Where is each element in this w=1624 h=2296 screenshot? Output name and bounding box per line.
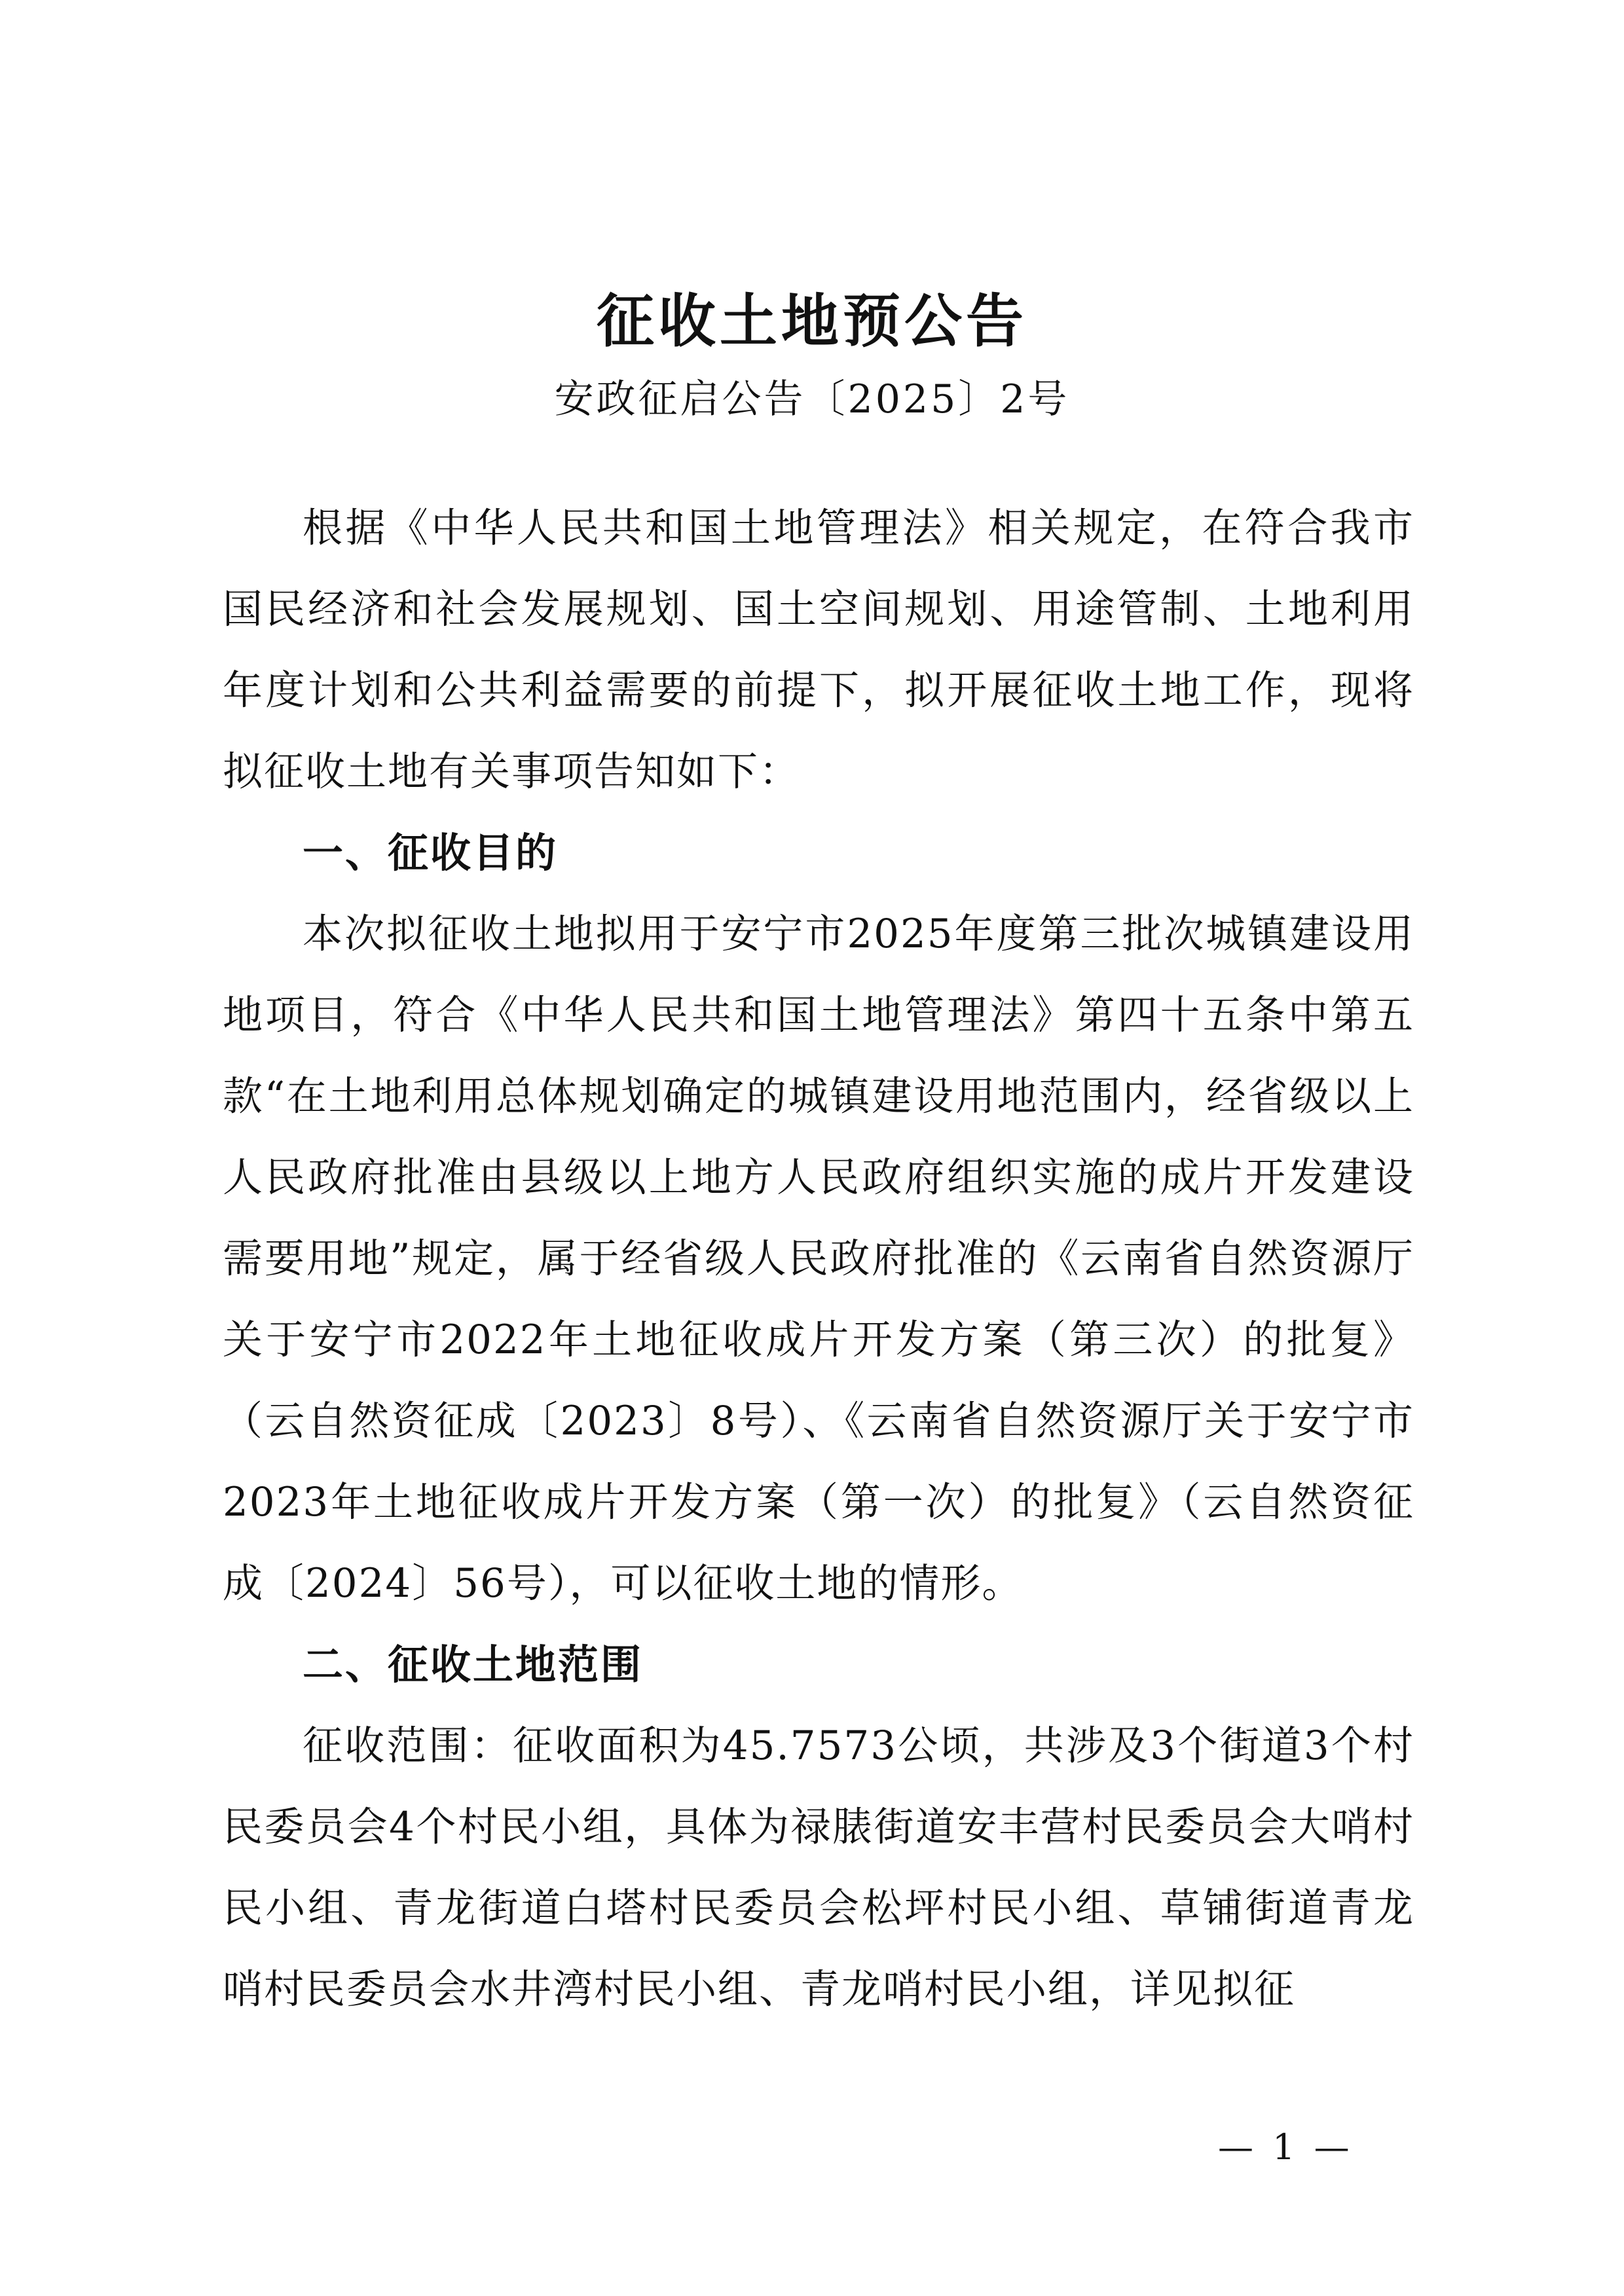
purpose-paragraph: 本次拟征收土地拟用于安宁市2025年度第三批次城镇建设用地项目，符合《中华人民共和国土地管理法》第四十五条中第五款“在土地利用总体规划确定的城镇建设用地范围内，经省级以上人民政府批准由县级以上地方人民政府组织实施的成片开发建设需要用地”规定，属于经省级人民政府批准的《云南省自然资源厅关于安宁市2022年土地征收成片开发方案（第三次）的批复》（云自然资征成〔2023〕8号）、《云南省自然资源厅关于安宁市2023年土地征收成片开发方案（第一次）的批复》（云自然资征成〔2024〕56号），可以征收土地的情形。 — [223, 911, 1414, 1607]
document-body — [223, 488, 1414, 2030]
section-heading-scope: 二、征收土地范围 — [303, 1641, 644, 1688]
intro-paragraph: 根据《中华人民共和国土地管理法》相关规定，在符合我市国民经济和社会发展规划、国土空间规划、用途管制、土地利用年度计划和公共利益需要的前提下，拟开展征收土地工作，现将拟征收土地有关事项告知如下： — [223, 505, 1414, 795]
scope-paragraph: 征收范围：征收面积为45.7573公顷，共涉及3个街道3个村民委员会4个村民小组，具体为禄脿街道安丰营村民委员会大哨村民小组、青龙街道白塔村民委员会松坪村民小组、草铺街道青龙哨村民委员会水井湾村民小组、青龙哨村民小组，详见拟征 — [223, 1722, 1414, 2013]
document-title: 征收土地预公告 — [596, 287, 1027, 355]
section-heading-purpose: 一、征收目的 — [303, 829, 559, 877]
page-number: — 1 — — [1218, 2126, 1354, 2168]
document-number: 安政征启公告〔2025〕2号 — [554, 376, 1070, 422]
